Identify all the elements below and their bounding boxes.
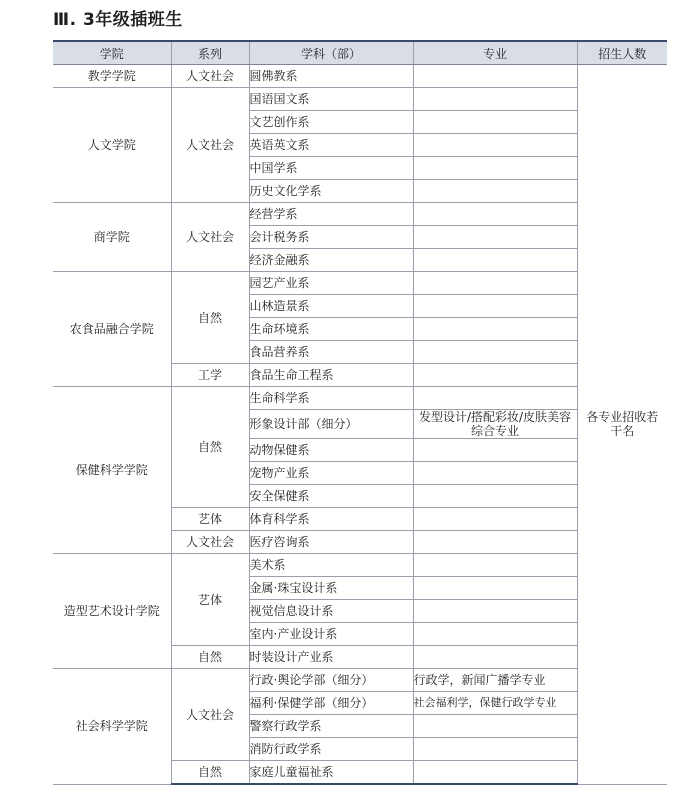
subject-cell: 动物保健系 — [249, 439, 413, 462]
major-cell — [413, 623, 577, 646]
table-row — [53, 387, 667, 410]
quota-cell: 各专业招收若干名 — [577, 65, 667, 785]
college-cell: 教学学院 — [53, 65, 171, 88]
admission-table — [53, 40, 667, 785]
subject-cell: 中国学系 — [249, 157, 413, 180]
subject-cell: 生命科学系 — [249, 387, 413, 410]
college-cell: 造型艺术设计学院 — [53, 554, 171, 669]
major-cell: 发型设计/搭配彩妆/皮肤美容综合专业 — [413, 410, 577, 439]
major-cell — [413, 111, 577, 134]
subject-cell: 文艺创作系 — [249, 111, 413, 134]
subject-cell: 金属·珠宝设计系 — [249, 577, 413, 600]
subject-cell: 国语国文系 — [249, 88, 413, 111]
series-cell: 自然 — [171, 646, 249, 669]
section-title: Ⅲ. 3年级插班生 — [53, 10, 183, 30]
major-cell — [413, 577, 577, 600]
subject-cell: 安全保健系 — [249, 485, 413, 508]
subject-cell: 经营学系 — [249, 203, 413, 226]
major-cell — [413, 600, 577, 623]
major-cell — [413, 134, 577, 157]
subject-cell: 消防行政学系 — [249, 738, 413, 761]
series-cell: 人文社会 — [171, 203, 249, 272]
subject-cell: 食品生命工程系 — [249, 364, 413, 387]
subject-cell: 经济金融系 — [249, 249, 413, 272]
subject-cell: 历史文化学系 — [249, 180, 413, 203]
college-cell: 社会科学学院 — [53, 669, 171, 785]
subject-cell: 会计税务系 — [249, 226, 413, 249]
series-cell: 艺体 — [171, 508, 249, 531]
subject-cell: 山林造景系 — [249, 295, 413, 318]
series-cell: 人文社会 — [171, 65, 249, 88]
major-cell — [413, 157, 577, 180]
major-cell — [413, 88, 577, 111]
major-cell — [413, 738, 577, 761]
header-series: 系列 — [171, 41, 249, 65]
table-header-row — [53, 41, 667, 65]
table-row — [53, 554, 667, 577]
header-quota: 招生人数 — [577, 41, 667, 65]
major-cell: 行政学，新闻广播学专业 — [413, 669, 577, 692]
major-cell — [413, 508, 577, 531]
major-cell — [413, 226, 577, 249]
subject-cell: 圆佛教系 — [249, 65, 413, 88]
college-cell: 人文学院 — [53, 88, 171, 203]
major-cell — [413, 715, 577, 738]
major-cell — [413, 485, 577, 508]
major-cell — [413, 318, 577, 341]
major-cell — [413, 341, 577, 364]
table-row — [53, 65, 667, 88]
series-cell: 自然 — [171, 761, 249, 785]
college-cell: 农食品融合学院 — [53, 272, 171, 387]
major-cell — [413, 249, 577, 272]
table-row — [53, 272, 667, 295]
major-cell — [413, 531, 577, 554]
subject-cell: 室内·产业设计系 — [249, 623, 413, 646]
major-cell — [413, 180, 577, 203]
series-cell: 人文社会 — [171, 88, 249, 203]
series-cell: 自然 — [171, 387, 249, 508]
series-cell: 人文社会 — [171, 669, 249, 761]
header-major: 专业 — [413, 41, 577, 65]
header-subject: 学科（部） — [249, 41, 413, 65]
series-cell: 艺体 — [171, 554, 249, 646]
major-cell — [413, 65, 577, 88]
table-row — [53, 203, 667, 226]
series-cell: 人文社会 — [171, 531, 249, 554]
series-cell: 自然 — [171, 272, 249, 364]
subject-cell: 英语英文系 — [249, 134, 413, 157]
subject-cell: 体育科学系 — [249, 508, 413, 531]
table-row — [53, 88, 667, 111]
subject-cell: 福利·保健学部（细分） — [249, 692, 413, 715]
major-cell — [413, 761, 577, 785]
major-cell — [413, 364, 577, 387]
major-cell — [413, 439, 577, 462]
major-cell — [413, 272, 577, 295]
subject-cell: 园艺产业系 — [249, 272, 413, 295]
major-cell: 社会福利学，保健行政学专业 — [413, 692, 577, 715]
subject-cell: 医疗咨询系 — [249, 531, 413, 554]
major-cell — [413, 203, 577, 226]
college-cell: 商学院 — [53, 203, 171, 272]
subject-cell: 形象设计部（细分） — [249, 410, 413, 439]
series-cell: 工学 — [171, 364, 249, 387]
major-cell — [413, 646, 577, 669]
major-cell — [413, 554, 577, 577]
subject-cell: 美术系 — [249, 554, 413, 577]
subject-cell: 时装设计产业系 — [249, 646, 413, 669]
table-row — [53, 669, 667, 692]
subject-cell: 行政·舆论学部（细分） — [249, 669, 413, 692]
major-cell — [413, 462, 577, 485]
subject-cell: 食品营养系 — [249, 341, 413, 364]
major-cell — [413, 387, 577, 410]
subject-cell: 家庭儿童福祉系 — [249, 761, 413, 785]
subject-cell: 生命环境系 — [249, 318, 413, 341]
major-cell — [413, 295, 577, 318]
college-cell: 保健科学学院 — [53, 387, 171, 554]
header-college: 学院 — [53, 41, 171, 65]
subject-cell: 视觉信息设计系 — [249, 600, 413, 623]
subject-cell: 宠物产业系 — [249, 462, 413, 485]
subject-cell: 警察行政学系 — [249, 715, 413, 738]
